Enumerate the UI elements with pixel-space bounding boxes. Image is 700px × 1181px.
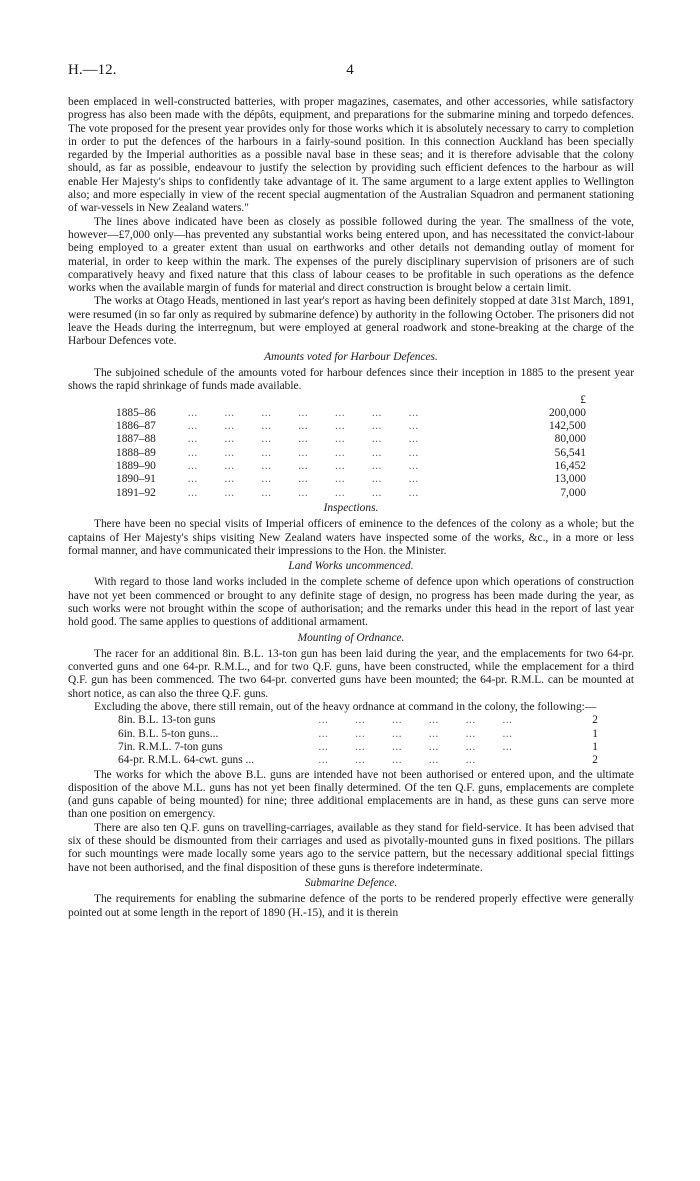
- amount-cell: 7,000: [560, 486, 586, 499]
- paragraph-continuation: been emplaced in well-constructed batteries, with proper magazines, casemates, and other accessories, while satisfactory progress has also been made with the dépôts, equipment, and preparations for the submarine mining and torpedo defences. The vote proposed for the present year provides only for those works which it is absolutely necessary to carry to completion in order to put the defences of the harbours in a fairly-sound position. In this connection Auckland has been specially regarded by the Imperial authorities as a possible naval base in these seas; and it is therefore advisable that the colony should, as far as possible, endeavour to justify the selection by providing such efficient defences to the harbour as will enable Her Majesty's ships to confidently take advantage of it. The same argument to a large extent applies to Wellington also; and more especially in view of the recent special augmentation of the Australian Squadron and permanent stationing of war-vessels in New Zealand waters.": [68, 96, 634, 215]
- gun-count: 1: [592, 740, 598, 753]
- page-number: 4: [346, 62, 354, 78]
- paragraph-land-works: With regard to those land works included in the complete scheme of defence upon which operations of construction have not yet been commenced or brought to any definite stage of design, no progress has been made during the year, as such works were not brought within the scope of authorisation; and the remarks under this head in the report of last year hold good. The same applies to questions of additional armament.: [68, 576, 634, 629]
- amount-cell: 56,541: [554, 446, 586, 459]
- gun-count: 2: [592, 714, 598, 727]
- table-row: 7in. R.M.L. 7-ton guns ... ... ... ... ... ... 1: [118, 740, 598, 753]
- heading-harbour-defences: Amounts voted for Harbour Defences.: [264, 350, 438, 363]
- amount-cell: 16,452: [554, 460, 586, 473]
- table-row: 1885–86 ... ... ... ... ... ... ... 200,000: [116, 406, 586, 419]
- amount-cell: 200,000: [548, 406, 586, 419]
- ordnance-table: [118, 714, 598, 767]
- year-cell: 1887–88: [116, 433, 156, 446]
- amount-cell: 13,000: [554, 473, 586, 486]
- paragraph-ordnance-works: The works for which the above B.L. guns are intended have not been authorised or entered upon, and the ultimate disposition of the above M.L. guns has not yet been finally determined. Of the ten Q.F. guns, emplacements are complete (and guns capable of being mounted) for nine; three additional emplacements are in hand, as these guns can serve more than one position on emergency.: [68, 768, 634, 821]
- paragraph-inspections: There have been no special visits of Imperial officers of eminence to the defences of the colony as a whole; but the captains of Her Majesty's ships visiting New Zealand waters have inspected some of the works, &c., in a more or less formal manner, and have communicated their impressions to the Hon. the Minister.: [68, 518, 634, 557]
- table-row: 8in. B.L. 13-ton guns ... ... ... ... ... ... 2: [118, 714, 598, 727]
- table-row: 1890–91 ... ... ... ... ... ... ... 13,000: [116, 473, 586, 486]
- year-cell: 1891–92: [116, 486, 156, 499]
- table-row: 1891–92 ... ... ... ... ... ... ... 7,000: [116, 486, 586, 499]
- paragraph-ordnance-racer: The racer for an additional 8in. B.L. 13-ton gun has been laid during the year, and the emplacements for two 64-pr. converted guns and one 64-pr. R.M.L., and for two Q.F. guns, have been constructed, while the emplacement for a third Q.F. gun has been commenced. The two 64-pr. converted guns have been mounted; the 64-pr. R.M.L. can be mounted at short notice, as can also the three Q.F. guns.: [68, 647, 634, 700]
- heading-mounting-ordnance: Mounting of Ordnance.: [297, 631, 405, 644]
- gun-label: 64-pr. R.M.L. 64-cwt. guns ...: [118, 754, 255, 767]
- paragraph-otago-heads: The works at Otago Heads, mentioned in last year's report as having been definitely stopped at date 31st March, 1891, were resumed (in so far only as required by submarine defence) by authority in the following October. The prisoners did not leave the Heads during the interregnum, but were employed at general roadwork and stone-breaking at the charge of the Harbour Defences vote.: [68, 295, 634, 348]
- amount-cell: 142,500: [548, 420, 586, 433]
- gun-count: 2: [592, 754, 598, 767]
- table-row: 64-pr. R.M.L. 64-cwt. guns ... ... ... ... ... ... 2: [118, 754, 598, 767]
- year-cell: 1890–91: [116, 473, 156, 486]
- table-row: 1887–88 ... ... ... ... ... ... ... 80,000: [116, 433, 586, 446]
- currency-row: [116, 394, 586, 407]
- gun-label: 8in. B.L. 13-ton guns: [118, 714, 216, 727]
- gun-count: 1: [592, 727, 598, 740]
- table-row: 6in. B.L. 5-ton guns... ... ... ... ... ... ... 1: [118, 727, 598, 740]
- report-body: [68, 96, 634, 920]
- paragraph-schedule-intro: The subjoined schedule of the amounts voted for harbour defences since their inception in 1885 to the present year shows the rapid shrinkage of funds made available.: [68, 366, 634, 393]
- paragraph-vote-lines: The lines above indicated have been as closely as possible followed during the year. The smallness of the vote, however—£7,000 only—has prevented any substantial works being entered upon, and has necessitated the convict-labour being employed to a greater extent than usual on earthworks and other details not demanding outlay of moment for material, in order to keep within the mark. The expenses of the purely disciplinary supervision of prisoners are of such comparatively heavy and fixed nature that this class of labour ceases to be profitable in such operations as the defence works when the available margin of funds for material and direct construction is brought below a certain limit.: [68, 215, 634, 295]
- currency-symbol: £: [580, 393, 586, 406]
- paragraph-ordnance-travelling: There are also ten Q.F. guns on travelling-carriages, available as they stand for field-service. It has been advised that six of these should be dismounted from their carriages and used as pivotally-mounted guns in fixed positions. The pillars for such mountings were made locally some years ago to the service pattern, but the necessary additional special fittings have not been authorised, and the final disposition of these guns is therefore indeterminate.: [68, 821, 634, 874]
- amount-cell: 80,000: [554, 433, 586, 446]
- paragraph-ordnance-remaining: Excluding the above, there still remain, out of the heavy ordnance at command in the colony, the following:—: [94, 701, 597, 714]
- year-cell: 1888–89: [116, 446, 156, 459]
- year-cell: 1885–86: [116, 406, 156, 419]
- table-row: 1886–87 ... ... ... ... ... ... ... 142,500: [116, 420, 586, 433]
- heading-submarine-defence: Submarine Defence.: [304, 876, 398, 889]
- table-row: 1888–89 ... ... ... ... ... ... ... 56,541: [116, 446, 586, 459]
- document-reference: H.—12.: [68, 62, 117, 78]
- gun-label: 7in. R.M.L. 7-ton guns: [118, 740, 223, 753]
- heading-land-works: Land Works uncommenced.: [288, 560, 414, 573]
- gun-label: 6in. B.L. 5-ton guns...: [118, 727, 219, 740]
- heading-inspections: Inspections.: [323, 501, 379, 514]
- paragraph-submarine: The requirements for enabling the submarine defence of the ports to be rendered properly effective were generally pointed out at some length in the report of 1890 (H.-15), and it is therein: [68, 893, 634, 919]
- year-cell: 1889–90: [116, 460, 156, 473]
- page-header: [68, 62, 632, 84]
- table-row: 1889–90 ... ... ... ... ... ... ... 16,452: [116, 460, 586, 473]
- amounts-voted-table: [116, 394, 586, 500]
- year-cell: 1886–87: [116, 420, 156, 433]
